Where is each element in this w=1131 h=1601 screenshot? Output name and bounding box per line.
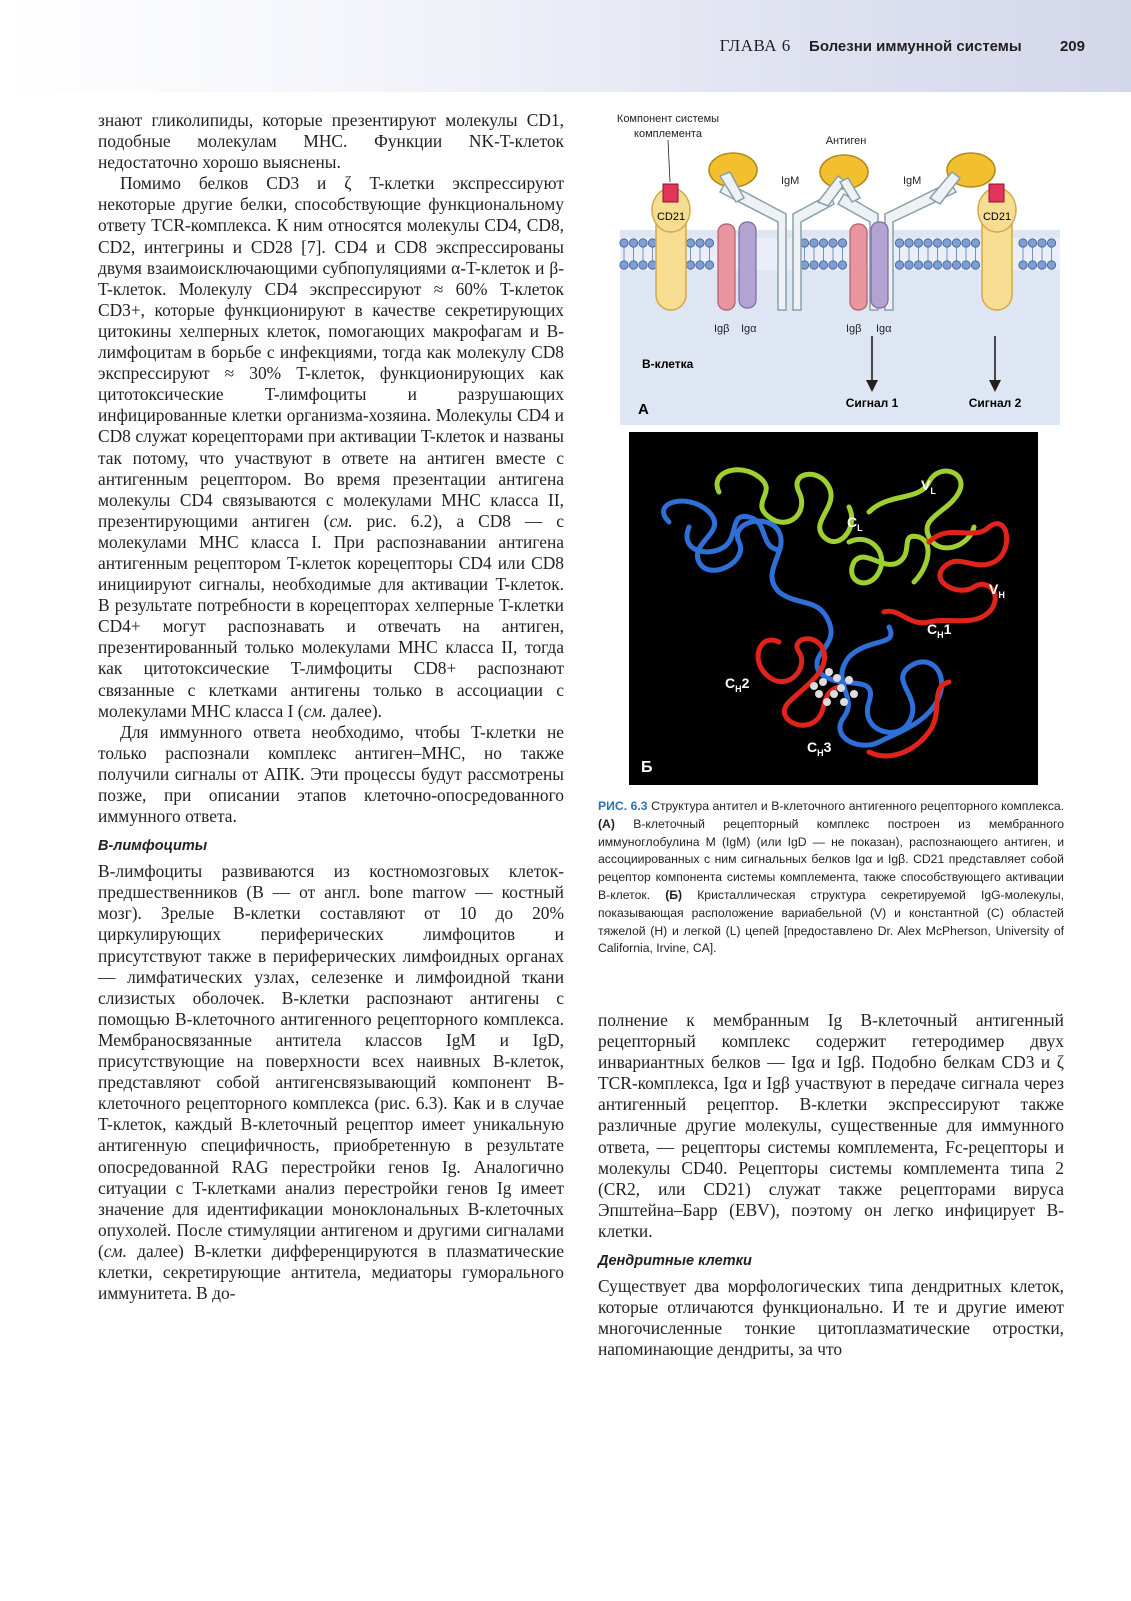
cd21-receptor-left (652, 184, 690, 310)
membrane-bead (838, 261, 846, 269)
paragraph: знают гликолипиды, которые презентируют молекулы CD1, подобные молекулам MHC. Функции NK-T-клеток недостаточно хорошо выяснены. (98, 110, 564, 173)
membrane-bead (829, 239, 837, 247)
paragraph: B-лимфоциты развиваются из костномозговых клеток-предшественников (B — от англ. bone marrow — костный мозг). Зрелые B-клетки составляют от 10 до 20% циркулирующих периферических лимфоцитов и присутствуют также в периферических лимфоидных органах — лимфатических узлах, селезенке и лимфоидной ткани слизистых оболочек. B-клетки распознают антигены с помощью B-клеточного антигенного рецепторного комплекса. Мембраносвязанные антитела классов IgM и IgD, присутствующие на поверхности всех наивных B-клеток, представляют собой антигенсвязывающий компонент B-клеточного рецепторного комплекса (рис. 6.3). Как и в случае T-клеток, каждый B-клеточный рецептор имеет уникальную антигенную специфичность, приобретенную в результате опосредованной RAG перестройки генов Ig. Аналогично ситуации с T-клетками анализ перестройки генов Ig имеет значение для идентификации моноклональных B-клеточных опухолей. После стимуляции антигеном и другими сигналами (см. далее) B-клетки дифференцируются в плазматические клетки, секретирующие антитела, медиаторы гуморального иммунитета. В до- (98, 861, 564, 1304)
membrane-bead (686, 261, 694, 269)
membrane-bead (895, 239, 903, 247)
svg-text:CD21: CD21 (982, 211, 1012, 223)
svg-text:IgM: IgM (781, 175, 800, 187)
label-vh: $V_H$ (989, 581, 1005, 600)
svg-text:Компонент системы: Компонент системы (616, 113, 720, 125)
membrane-bead (639, 239, 647, 247)
membrane-bead (952, 239, 960, 247)
membrane-bead (962, 261, 970, 269)
membrane-bead (1038, 239, 1046, 247)
membrane-bead (1047, 239, 1055, 247)
label-vl: $V_L$ (921, 477, 936, 496)
membrane-bead (819, 261, 827, 269)
svg-text:Антиген: Антиген (825, 135, 867, 147)
svg-text:Igβ: Igβ (714, 323, 730, 335)
figure-caption: РИС. 6.3 Структура антител и B-клеточного антигенного рецепторного комплекса. (A) B-клеточный рецепторный комплекс построен из мембранного иммуноглобулина M (IgM) (или IgD — не показан), распознающего антиген, и ассоциированных с ним сигнальных белков Igα и Igβ. CD21 представляет собой рецептор компонента системы комплемента, также способствующего активации B-клеток. (Б) Кристаллическая структура секретируемой IgG-молекулы, показывающая расположение вариабельной (V) и константной (C) областей тяжелой (H) и легкой (L) цепей [предоставлено Dr. Alex McPherson, University of California, Irvine, CA]. (598, 799, 1065, 956)
membrane-bead (1047, 261, 1055, 269)
membrane-bead (905, 261, 913, 269)
figure-a-b-cell-receptor (608, 110, 1063, 425)
membrane-bead (933, 261, 941, 269)
membrane-bead (696, 239, 704, 247)
membrane-bead (1028, 239, 1036, 247)
label-cl: $C_L$ (847, 514, 863, 533)
membrane-bead (952, 261, 960, 269)
membrane-bead (1038, 261, 1046, 269)
paragraph: полнение к мембранным Ig B-клеточный антигенный рецепторный комплекс содержит гетеродимер двух инвариантных белков — Igα и Igβ. Подобно белкам CD3 и ζ TCR-комплекса, Igα и Igβ участвуют в передаче сигнала через антигенный рецептор. B-клетки экспрессируют также различные другие молекулы, существенные для иммунного ответа, — рецепторы системы комплемента, Fc-рецепторы и молекулы CD40. Рецепторы системы комплемента типа 2 (CR2, или CD21) служат также рецепторами вируса Эпштейна–Барр (EBV), поэтому он легко инфицирует B-клетки. (598, 1010, 1064, 1241)
membrane-bead (914, 239, 922, 247)
svg-text:комплемента: комплемента (634, 128, 702, 140)
section-heading: Дендритные клетки (598, 1253, 752, 1270)
paragraph: Помимо белков CD3 и ζ T-клетки экспрессируют некоторые другие белки, способствующие функциональному ответу TCR-комплекса. К ним относятся молекулы CD4, CD8, CD2, интегрины и CD28 [7]. CD4 и CD8 экспрессированы двумя взаимоисключающими субпопуляциями α-T-клеток и β-T-клеток. Молекулу CD4 экспрессируют ≈ 60% T-клеток CD3+, которые функционируют в качестве секретирующих цитокины хелперных клеток, помогающих макрофагам и B-лимфоцитам в борьбе с инфекциями, тогда как молекулу CD8 экспрессируют ≈ 30% T-клеток, функционирующих как цитотоксические T-лимфоциты и разрушающих инфицированные клетки организма-хозяина. Молекулы CD4 и CD8 служат корецепторами при активации T-клеток и названы так потому, что участвуют в ответе на антиген вместе с антигенным рецептором. Во время презентации антигена молекулы CD4 связываются с молекулами MHC класса II, презентирующими антиген (см. рис. 6.2), а CD8 — с молекулами MHC класса I. При распознавании антигена антигенным рецептором T-клеток корецепторы CD4 или CD8 инициируют сигналы, необходимые для активации T-клеток. В результате потребности в корецепторах хелперные T-клетки CD4+ могут распознавать и отвечать на антиген, презентированный только молекулами MHC класса II, тогда как цитотоксические T-лимфоциты CD8+ распознают связанные с клетками антигены только в ассоциации с молекулами MHC класса I (см. далее). (98, 173, 564, 721)
page-header (0, 0, 1131, 92)
membrane-bead (905, 239, 913, 247)
label-ch1: $C_H1$ (927, 621, 952, 640)
igb-chain (850, 224, 867, 310)
cd21-receptor-right (978, 184, 1016, 310)
igb-chain (718, 224, 735, 310)
membrane-bead (810, 239, 818, 247)
membrane-bead (696, 261, 704, 269)
signal-2-label: Сигнал 2 (968, 396, 1022, 410)
svg-text:Igβ: Igβ (846, 323, 862, 335)
svg-text:IgM: IgM (903, 175, 922, 187)
svg-text:Igα: Igα (876, 323, 892, 335)
membrane-bead (810, 261, 818, 269)
membrane-bead (629, 261, 637, 269)
paragraph: Существует два морфологических типа дендритных клеток, которые отличаются функционально. И те и другие имеют многочисленные тонкие цитоплазматические отростки, напоминающие дендриты, за что (598, 1276, 1064, 1360)
membrane-bead (705, 261, 713, 269)
membrane-bead (1019, 239, 1027, 247)
running-head (720, 36, 1085, 56)
membrane-bead (819, 239, 827, 247)
section-heading: B-лимфоциты (98, 838, 208, 855)
membrane-bead (639, 261, 647, 269)
label-ch2: $C_H2$ (725, 675, 750, 694)
left-column (98, 110, 564, 1304)
membrane-bead (924, 261, 932, 269)
membrane-bead (914, 261, 922, 269)
membrane-bead (971, 239, 979, 247)
figure-number: РИС. 6.3 (598, 799, 648, 813)
iga-chain (739, 222, 756, 308)
iga-chain (871, 222, 888, 308)
paragraph: Для иммунного ответа необходимо, чтобы T-клетки не только распознали комплекс антиген–MHC, но также получили сигналы от АПК. Эти процессы будут рассмотрены позже, при описании этапов клеточно-опосредованного иммунного ответа. (98, 721, 564, 827)
membrane-bead (629, 239, 637, 247)
page-number: 209 (1059, 38, 1085, 55)
membrane-bead (1019, 261, 1027, 269)
membrane-bead (705, 239, 713, 247)
membrane-bead (895, 261, 903, 269)
svg-text:Igα: Igα (741, 323, 757, 335)
membrane-bead (686, 239, 694, 247)
membrane-bead (971, 261, 979, 269)
membrane-bead (962, 239, 970, 247)
membrane-bead (620, 239, 628, 247)
cell-label: B-клетка (642, 357, 694, 371)
membrane-bead (943, 239, 951, 247)
membrane-bead (924, 239, 932, 247)
right-column (598, 1010, 1064, 1360)
membrane-bead (620, 261, 628, 269)
signal-1-label: Сигнал 1 (845, 396, 899, 410)
label-ch3: $C_H3$ (807, 739, 832, 758)
svg-text:CD21: CD21 (656, 211, 686, 223)
figure-b-igg-crystal-structure (629, 432, 1038, 785)
membrane-bead (1028, 261, 1036, 269)
membrane-bead (943, 261, 951, 269)
chapter-number: ГЛАВА 6 (719, 36, 791, 55)
membrane-bead (838, 239, 846, 247)
panel-b-label: Б (641, 759, 653, 776)
chapter-title: Болезни иммунной системы (809, 38, 1022, 55)
membrane-bead (933, 239, 941, 247)
membrane-bead (829, 261, 837, 269)
panel-a-label: А (638, 401, 649, 418)
